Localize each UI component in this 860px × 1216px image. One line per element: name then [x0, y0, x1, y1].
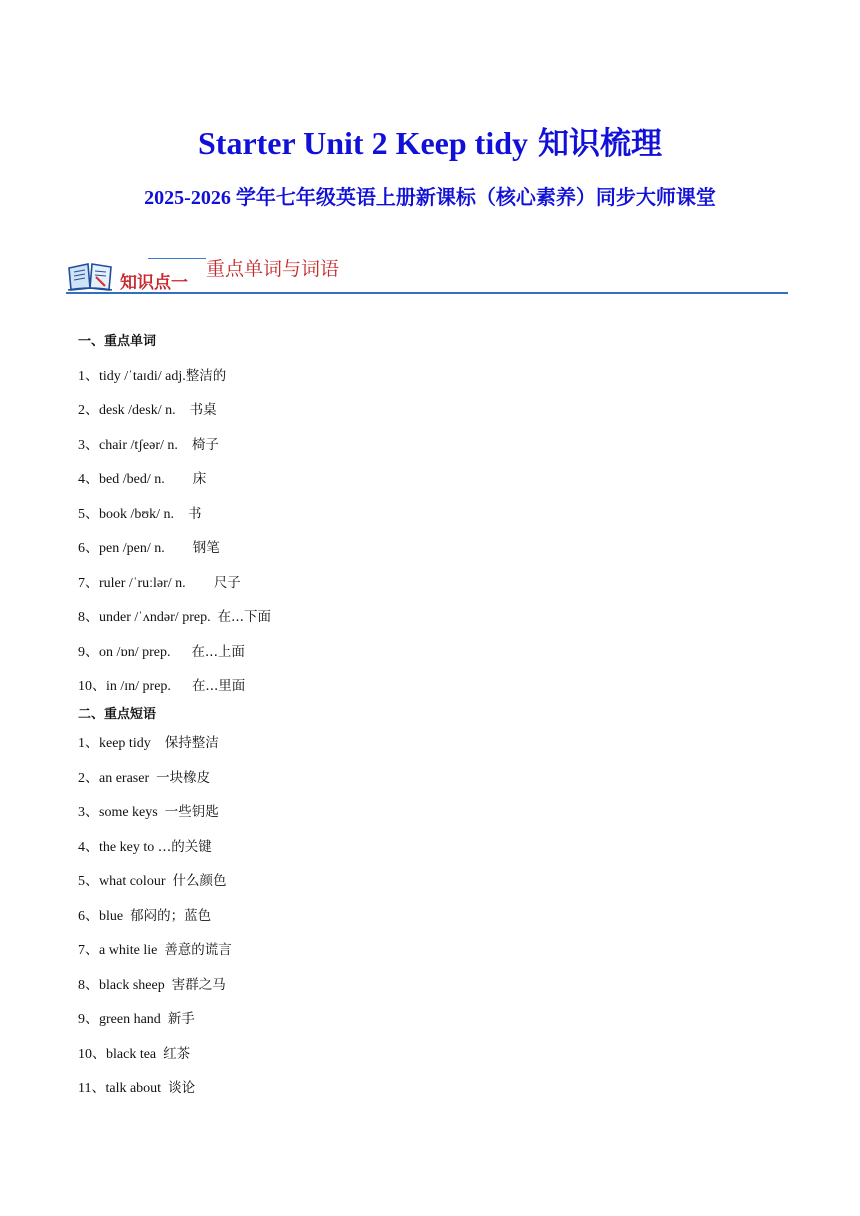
document-title — [0, 118, 860, 163]
phrase-item: 3、some keys 一些钥匙 — [78, 804, 219, 820]
phrases-heading: 二、重点短语 — [78, 707, 157, 722]
phrase-item: 1、keep tidy 保持整洁 — [78, 735, 219, 751]
title-english: Starter Unit 2 Keep tidy — [197, 125, 529, 161]
phrase-item: 2、an eraser 一块橡皮 — [78, 770, 211, 786]
word-item: 9、on /ɒn/ prep. 在...上面 — [78, 644, 245, 660]
phrase-item: 11、talk about 谈论 — [78, 1080, 196, 1096]
word-item: 3、chair /tʃeər/ n. 椅子 — [78, 437, 219, 453]
document-subtitle: 2025-2026 学年七年级英语上册新课标（核心素养）同步大师课堂 — [144, 187, 716, 209]
word-item: 7、ruler /ˈruːlər/ n. 尺子 — [78, 575, 241, 591]
phrase-item: 6、blue 郁闷的；蓝色 — [78, 908, 212, 924]
phrase-item: 7、a white lie 善意的谎言 — [78, 942, 232, 958]
section-divider — [66, 292, 788, 294]
word-item: 1、tidy /ˈtaɪdi/ adj.整洁的 — [78, 368, 227, 384]
title-chinese: 知识梳理 — [538, 126, 663, 162]
open-book-icon — [66, 260, 114, 292]
word-item: 6、pen /pen/ n. 钢笔 — [78, 540, 220, 556]
words-heading: 一、重点单词 — [78, 334, 157, 349]
word-item: 10、in /ɪn/ prep. 在...里面 — [78, 678, 246, 694]
section-title: 重点单词与词语 — [206, 258, 340, 280]
section-header — [66, 254, 788, 296]
word-item: 5、book /bʊk/ n. 书 — [78, 506, 202, 522]
phrase-item: 9、green hand 新手 — [78, 1011, 195, 1027]
word-item: 2、desk /desk/ n. 书桌 — [78, 402, 217, 418]
word-item: 4、bed /bed/ n. 床 — [78, 471, 207, 487]
phrase-item: 8、black sheep 害群之马 — [78, 977, 226, 993]
section-label-overline — [148, 258, 206, 259]
word-item: 8、under /ˈʌndər/ prep. 在...下面 — [78, 609, 271, 625]
phrase-item: 4、the key to …的关键 — [78, 839, 212, 855]
section-label: 知识点一 — [120, 273, 188, 293]
phrase-item: 10、black tea 红茶 — [78, 1046, 191, 1062]
phrase-item: 5、what colour 什么颜色 — [78, 873, 227, 889]
